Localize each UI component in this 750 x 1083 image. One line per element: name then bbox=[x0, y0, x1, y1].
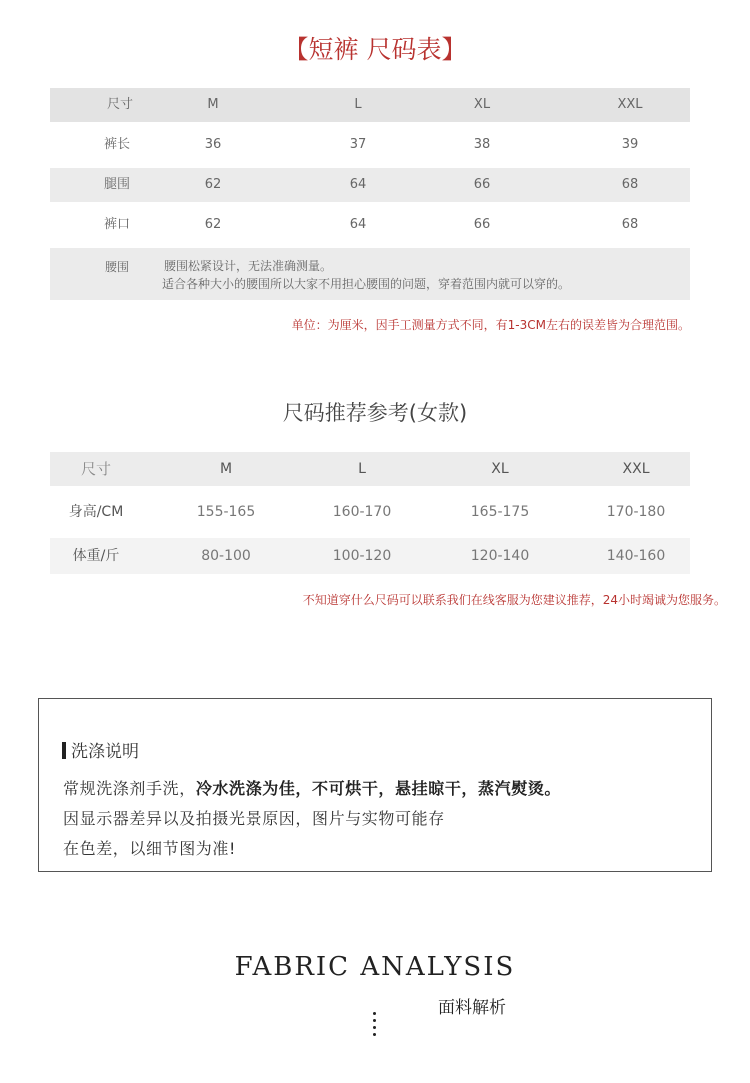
row-label: 裤长 bbox=[103, 137, 131, 152]
washing-line: 因显示器差异以及拍摄光景原因，图片与实物可能存 bbox=[63, 809, 445, 828]
washing-line bbox=[63, 776, 561, 799]
waist-label: 腰围 bbox=[104, 260, 130, 274]
size-chart-table bbox=[50, 88, 690, 306]
table-cell: 66 bbox=[473, 177, 491, 192]
washing-bold-text: 冷水洗涤为佳，不可烘干，悬挂晾干，蒸汽熨烫。 bbox=[195, 779, 562, 798]
table-cell: 120-140 bbox=[470, 548, 530, 564]
waist-note-row bbox=[50, 248, 690, 300]
fabric-subtitle: 面料解析 bbox=[438, 998, 506, 1018]
header-cell: L bbox=[358, 461, 366, 477]
header-cell: 尺寸 bbox=[80, 460, 112, 478]
table-cell: 64 bbox=[349, 217, 367, 232]
header-cell: M bbox=[219, 461, 233, 477]
table-cell: 36 bbox=[204, 137, 222, 152]
header-cell: XL bbox=[473, 97, 491, 112]
table-cell: 39 bbox=[621, 137, 639, 152]
table-cell: 37 bbox=[349, 137, 367, 152]
size-chart-header-row bbox=[50, 88, 690, 122]
table-cell: 66 bbox=[473, 217, 491, 232]
washing-box bbox=[38, 698, 712, 872]
table-cell: 62 bbox=[204, 217, 222, 232]
fabric-title: FABRIC ANALYSIS bbox=[234, 952, 516, 982]
table-cell: 64 bbox=[349, 177, 367, 192]
row-label: 裤口 bbox=[103, 217, 131, 232]
table-cell: 38 bbox=[473, 137, 491, 152]
waist-note-line: 适合各种大小的腰围所以大家不用担心腰围的问题，穿着范围内就可以穿的。 bbox=[162, 277, 571, 291]
washing-line: 在色差，以细节图为准! bbox=[63, 839, 237, 858]
washing-normal-text: 常规洗涤剂手洗， bbox=[63, 779, 196, 798]
table-cell: 140-160 bbox=[606, 548, 666, 564]
header-cell: L bbox=[354, 97, 362, 112]
table-cell: 62 bbox=[204, 177, 222, 192]
washing-title bbox=[62, 737, 139, 762]
washing-title-text: 洗涤说明 bbox=[71, 742, 139, 762]
header-cell: M bbox=[207, 97, 219, 112]
size-chart-title: 【短裤 尺码表】 bbox=[283, 35, 467, 64]
table-row bbox=[50, 494, 690, 530]
recommend-title: 尺码推荐参考(女款) bbox=[282, 401, 468, 425]
header-cell: 尺寸 bbox=[106, 97, 134, 112]
table-cell: 165-175 bbox=[470, 504, 530, 520]
dot bbox=[373, 1019, 376, 1022]
table-cell: 68 bbox=[621, 177, 639, 192]
title-bar bbox=[62, 742, 66, 759]
header-cell: XXL bbox=[622, 461, 650, 477]
header-cell: XXL bbox=[617, 97, 643, 112]
table-row bbox=[50, 168, 690, 202]
table-row bbox=[50, 208, 690, 242]
table-row bbox=[50, 538, 690, 574]
recommend-table bbox=[50, 452, 690, 582]
recommend-header-row bbox=[50, 452, 690, 486]
table-row bbox=[50, 128, 690, 162]
table-cell: 160-170 bbox=[332, 504, 392, 520]
table-cell: 80-100 bbox=[201, 548, 251, 564]
row-label: 身高/CM bbox=[68, 504, 124, 520]
waist-note bbox=[162, 257, 570, 293]
dot bbox=[373, 1012, 376, 1015]
table-cell: 155-165 bbox=[196, 504, 256, 520]
table-cell: 100-120 bbox=[332, 548, 392, 564]
table-cell: 170-180 bbox=[606, 504, 666, 520]
table-cell: 68 bbox=[621, 217, 639, 232]
unit-note: 单位：为厘米，因手工测量方式不同，有1-3CM左右的误差皆为合理范围。 bbox=[291, 318, 690, 332]
row-label: 体重/斤 bbox=[72, 548, 120, 564]
row-label: 腿围 bbox=[103, 177, 131, 192]
vertical-dots-icon bbox=[373, 1012, 377, 1040]
dot bbox=[373, 1033, 376, 1036]
waist-note-line: 腰围松紧设计，无法准确测量。 bbox=[164, 259, 333, 273]
header-cell: XL bbox=[491, 461, 509, 477]
dot bbox=[373, 1026, 376, 1029]
service-note: 不知道穿什么尺码可以联系我们在线客服为您建议推荐，24小时竭诚为您服务。 bbox=[302, 593, 726, 607]
